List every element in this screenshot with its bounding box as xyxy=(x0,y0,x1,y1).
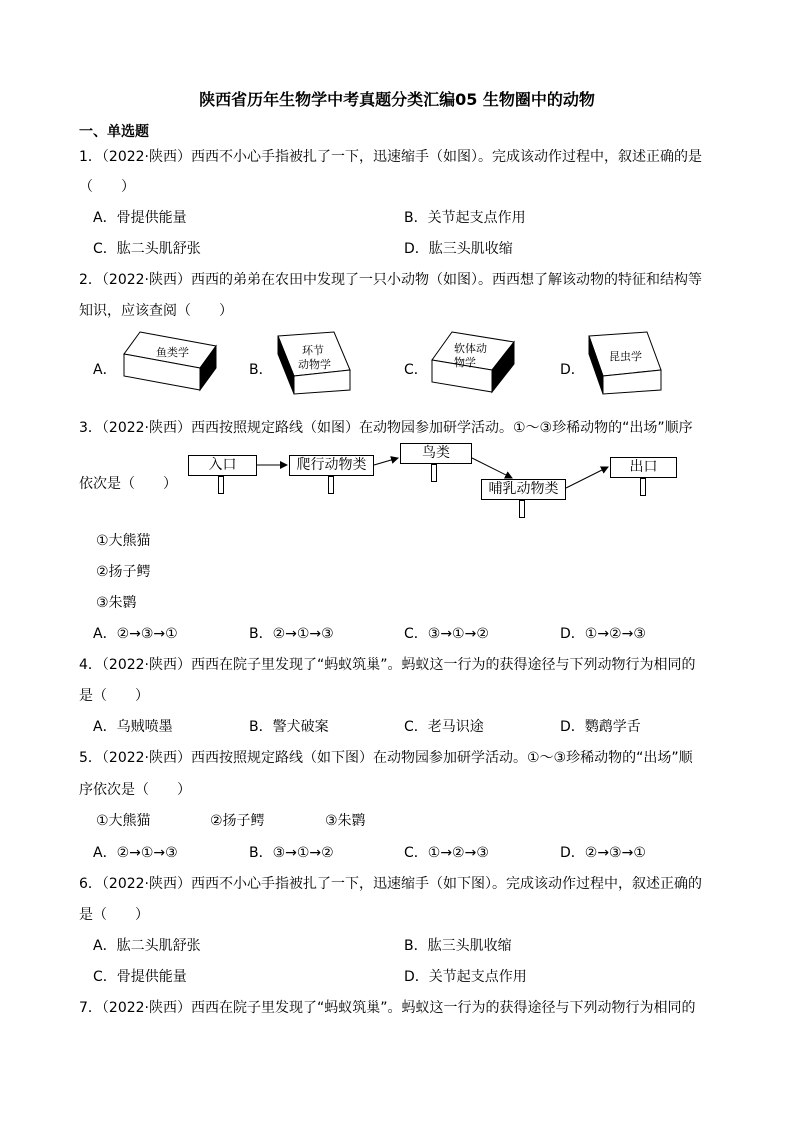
q5-option-b[interactable]: B．③→①→② xyxy=(249,845,334,861)
route-exit: 出口 xyxy=(610,457,677,478)
q5-option-c[interactable]: C．①→②→③ xyxy=(404,845,489,861)
q2-stem-cont: 知识，应该查阅（ ） xyxy=(79,303,233,319)
q1-stem: 1．（2022·陕西）西西不小心手指被扎了一下，迅速缩手（如图）。完成该动作过程中，叙述正确的是 xyxy=(79,149,702,165)
q7-stem: 7．（2022·陕西）西西在院子里发现了“蚂蚁筑巢”。蚂蚁这一行为的获得途径与下列动物行为相同的 xyxy=(79,1000,696,1016)
book-c-label-1: 软体动 xyxy=(454,342,487,355)
q1-option-b[interactable]: B．关节起支点作用 xyxy=(404,210,526,226)
route-exit-post xyxy=(640,478,646,496)
q5-item-3: ③朱鹮 xyxy=(325,813,366,829)
q4-stem: 4．（2022·陕西）西西在院子里发现了“蚂蚁筑巢”。蚂蚁这一行为的获得途径与下列动物行为相同的 xyxy=(79,657,696,673)
q3-item-3: ③朱鹮 xyxy=(96,595,137,611)
q3-option-c[interactable]: C．③→①→② xyxy=(404,626,489,642)
q4-option-c[interactable]: C．老马识途 xyxy=(404,719,484,735)
route-mammals: 哺乳动物类 xyxy=(481,479,566,500)
q3-option-a[interactable]: A．②→③→① xyxy=(93,626,178,642)
q3-stem-cont: 依次是（ ） xyxy=(79,476,177,492)
book-b-label-2: 动物学 xyxy=(298,358,331,371)
q5-item-1: ①大熊猫 xyxy=(96,813,151,829)
q3-item-2: ②扬子鳄 xyxy=(96,564,151,580)
q2-option-a[interactable]: A． xyxy=(93,362,117,378)
q6-option-b[interactable]: B．肱三头肌收缩 xyxy=(404,938,512,954)
page-title: 陕西省历年生物学中考真题分类汇编05 生物圈中的动物 xyxy=(199,90,595,109)
q6-stem-cont: 是（ ） xyxy=(79,907,149,923)
route-reptiles-post xyxy=(328,476,334,494)
q6-option-d[interactable]: D．关节起支点作用 xyxy=(404,969,527,985)
q2-option-c[interactable]: C． xyxy=(404,362,428,378)
q3-stem: 3．（2022·陕西）西西按照规定路线（如图）在动物园参加研学活动。①～③珍稀动物的“出场”顺序 xyxy=(79,420,693,436)
q2-option-d[interactable]: D． xyxy=(560,362,585,378)
book-d-label: 昆虫学 xyxy=(609,350,642,363)
route-entrance: 入口 xyxy=(188,455,257,476)
route-birds: 鸟类 xyxy=(400,443,472,464)
q6-stem: 6．（2022·陕西）西西不小心手指被扎了一下，迅速缩手（如下图）。完成该动作过程中，叙述正确的 xyxy=(79,876,702,892)
q2-stem: 2．（2022·陕西）西西的弟弟在农田中发现了一只小动物（如图）。西西想了解该动物的特征和结构等 xyxy=(79,272,702,288)
route-reptiles: 爬行动物类 xyxy=(289,455,374,476)
q3-option-d[interactable]: D．①→②→③ xyxy=(560,626,646,642)
route-mammals-post xyxy=(519,500,525,518)
book-c-label-2: 物学 xyxy=(454,356,476,369)
q3-item-1: ①大熊猫 xyxy=(96,533,151,549)
q4-option-b[interactable]: B．警犬破案 xyxy=(249,719,329,735)
q3-option-b[interactable]: B．②→①→③ xyxy=(249,626,334,642)
q4-option-d[interactable]: D．鹦鹉学舌 xyxy=(560,719,641,735)
q1-option-c[interactable]: C．肱二头肌舒张 xyxy=(93,241,201,257)
q6-option-a[interactable]: A．肱二头肌舒张 xyxy=(93,938,201,954)
q1-option-d[interactable]: D．肱三头肌收缩 xyxy=(404,241,513,257)
q5-option-d[interactable]: D．②→③→① xyxy=(560,845,646,861)
q2-option-b[interactable]: B． xyxy=(249,362,273,378)
section-heading: 一、单选题 xyxy=(79,124,149,140)
q4-option-a[interactable]: A．乌贼喷墨 xyxy=(93,719,173,735)
route-entrance-post xyxy=(218,476,224,494)
q1-option-a[interactable]: A．骨提供能量 xyxy=(93,210,187,226)
book-b-label-1: 环节 xyxy=(302,344,324,357)
q5-stem-cont: 序依次是（ ） xyxy=(79,782,191,798)
route-birds-post xyxy=(431,464,437,482)
book-a-label: 鱼类学 xyxy=(156,346,189,359)
q5-stem: 5．（2022·陕西）西西按照规定路线（如下图）在动物园参加研学活动。①～③珍稀动物的“出场”顺 xyxy=(79,750,693,766)
q5-option-a[interactable]: A．②→①→③ xyxy=(93,845,178,861)
q4-stem-cont: 是（ ） xyxy=(79,688,149,704)
q6-option-c[interactable]: C．骨提供能量 xyxy=(93,969,187,985)
q5-item-2: ②扬子鳄 xyxy=(210,813,265,829)
q1-stem-cont: （ ） xyxy=(79,179,135,195)
